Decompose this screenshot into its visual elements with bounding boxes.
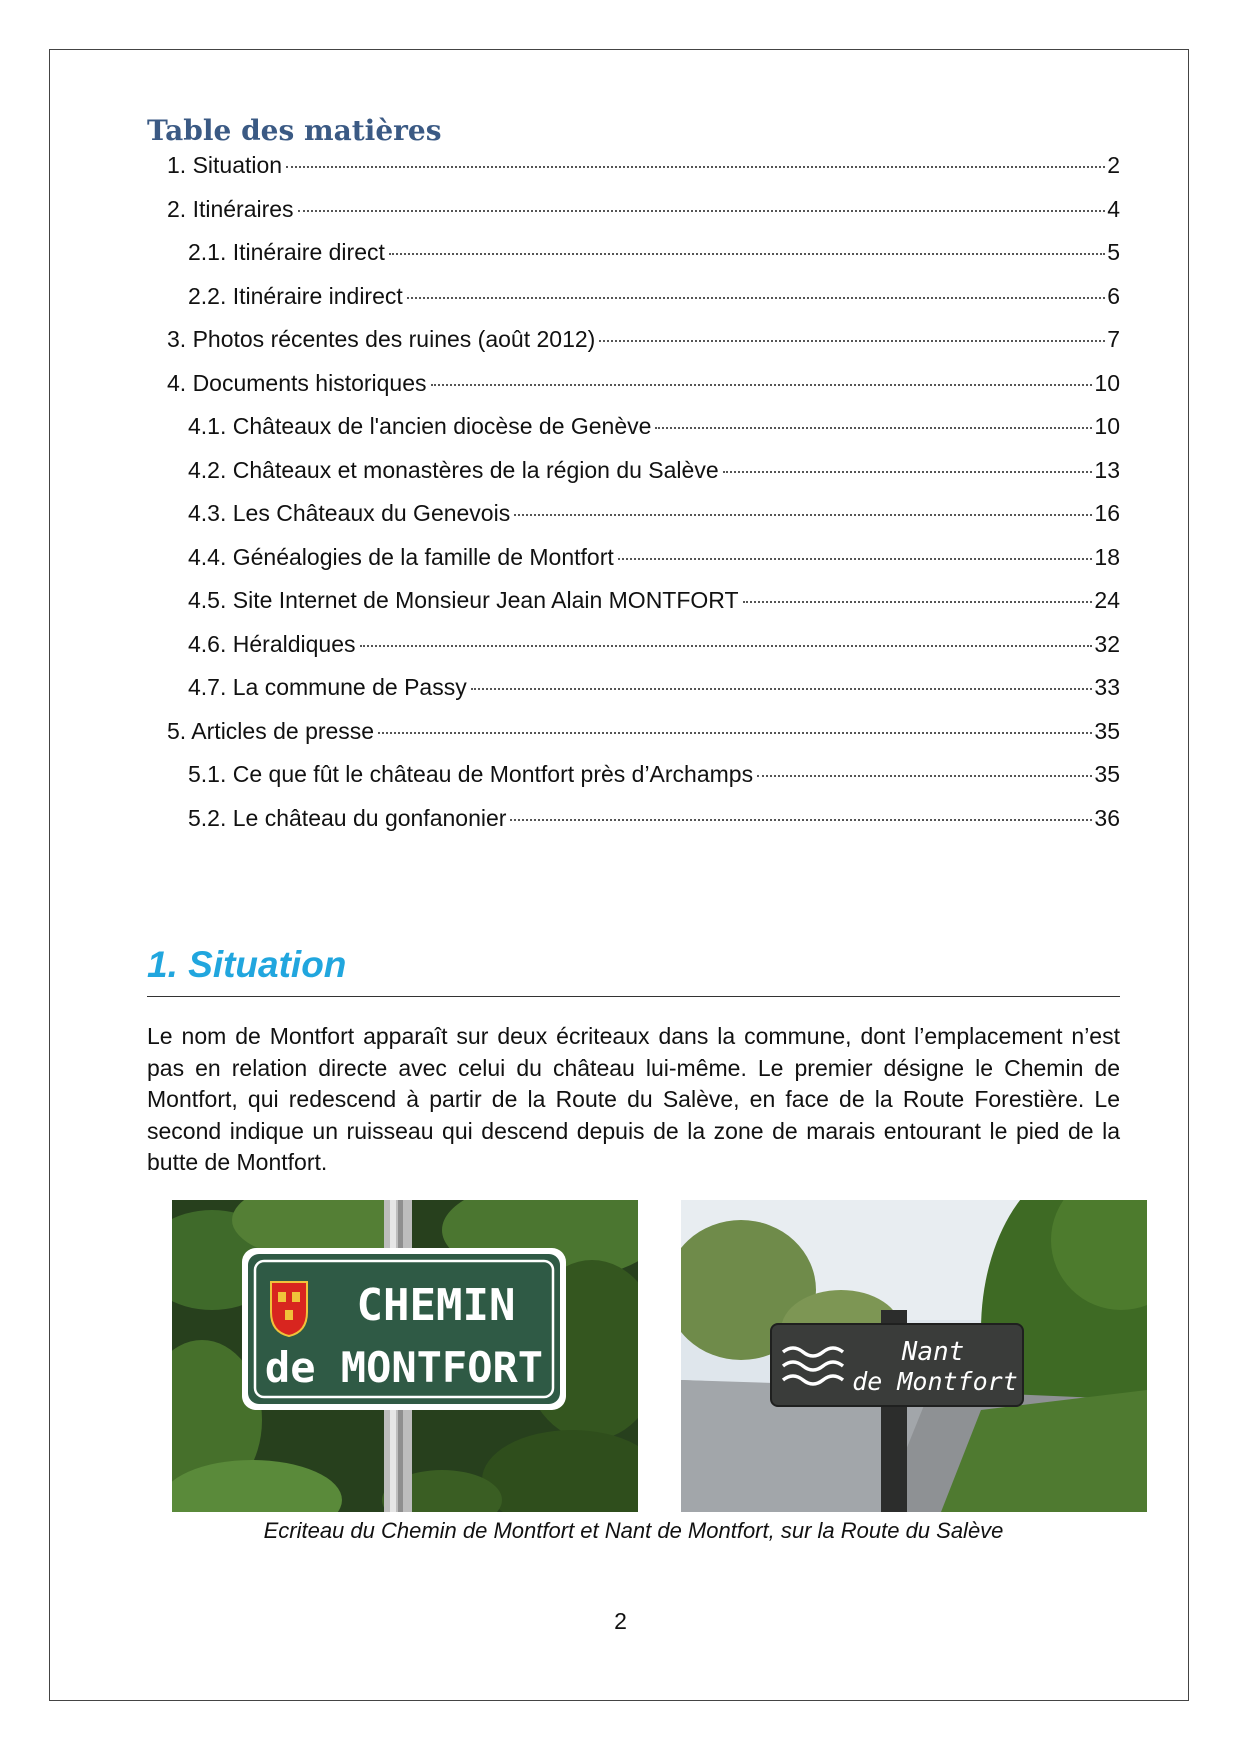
toc-leader	[655, 427, 1092, 429]
toc-entry-page: 35	[1094, 761, 1120, 787]
toc-leader	[471, 688, 1093, 690]
toc-leader	[360, 645, 1093, 647]
toc-entry[interactable]	[147, 674, 1120, 718]
toc-entry[interactable]	[147, 283, 1120, 327]
toc-entry[interactable]	[147, 326, 1120, 370]
toc-leader	[514, 514, 1092, 516]
toc-entry-label: 5.1. Ce que fût le château de Montfort près d’Archamps	[188, 761, 754, 787]
toc-entry[interactable]	[147, 544, 1120, 588]
toc-entry-page: 36	[1094, 804, 1120, 831]
toc-entry-page: 16	[1094, 500, 1120, 526]
page-number: 2	[614, 1608, 627, 1634]
photo-nant-sign	[681, 1200, 1147, 1512]
toc-entry[interactable]	[147, 805, 1120, 849]
toc-entry[interactable]	[147, 500, 1120, 544]
sign-line-1: Nant	[901, 1337, 965, 1367]
toc-entry-page: 32	[1094, 630, 1120, 657]
toc-entry-page: 6	[1107, 282, 1120, 309]
toc-entry-page: 7	[1107, 326, 1120, 352]
toc-entry-label: 1. Situation	[167, 152, 283, 178]
toc-entry-label: 4.7. La commune de Passy	[188, 674, 467, 700]
toc-leader	[743, 601, 1093, 603]
toc-entry-page: 13	[1094, 456, 1120, 483]
section-divider	[147, 996, 1120, 997]
sign-line-1: CHEMIN	[356, 1280, 516, 1331]
table-of-contents	[147, 152, 1120, 848]
toc-leader	[407, 297, 1105, 299]
toc-entry[interactable]	[147, 718, 1120, 762]
toc-entry-label: 4.4. Généalogies de la famille de Montfort	[188, 543, 614, 570]
toc-leader	[431, 384, 1093, 386]
toc-entry-label: 2. Itinéraires	[167, 195, 294, 222]
toc-entry-page: 24	[1094, 587, 1120, 613]
toc-entry-page: 5	[1107, 239, 1120, 265]
toc-entry-label: 4. Documents historiques	[167, 369, 427, 396]
toc-entry-page: 18	[1094, 543, 1120, 570]
toc-entry[interactable]	[147, 370, 1120, 414]
toc-entry-page: 35	[1094, 717, 1120, 744]
toc-entry-page: 33	[1094, 674, 1120, 700]
sign-line-2: de Montfort	[852, 1367, 1018, 1396]
toc-entry-label: 5.2. Le château du gonfanonier	[188, 804, 507, 831]
toc-leader	[599, 340, 1105, 342]
toc-entry[interactable]	[147, 152, 1120, 196]
toc-leader	[298, 210, 1106, 212]
toc-leader	[510, 819, 1092, 821]
toc-leader	[618, 558, 1093, 560]
toc-title: Table des matières	[147, 114, 442, 147]
toc-entry[interactable]	[147, 413, 1120, 457]
body-paragraph: Le nom de Montfort apparaît sur deux écriteaux dans la commune, dont l’emplacement n’est pas en relation directe avec celui du château lui-même. Le premier désigne le Chemin de Montfort, qui redescend à partir de la Route du Salève, en face de la Route Forestière. Le second indique un ruisseau qui descend depuis de la zone de marais entourant le pied de la butte de Montfort.	[147, 1023, 1120, 1175]
toc-entry-page: 10	[1094, 369, 1120, 396]
toc-entry-label: 4.3. Les Châteaux du Genevois	[188, 500, 511, 526]
toc-entry[interactable]	[147, 587, 1120, 631]
photo-caption: Ecriteau du Chemin de Montfort et Nant de Montfort, sur la Route du Salève	[263, 1518, 1004, 1543]
toc-leader	[389, 253, 1105, 255]
toc-entry[interactable]	[147, 631, 1120, 675]
toc-leader	[378, 732, 1092, 734]
toc-entry[interactable]	[147, 761, 1120, 805]
toc-entry-label: 4.1. Châteaux de l'ancien diocèse de Genève	[188, 413, 652, 439]
section-title: 1. Situation	[147, 944, 347, 985]
toc-entry[interactable]	[147, 196, 1120, 240]
toc-leader	[286, 166, 1105, 168]
toc-entry-label: 2.1. Itinéraire direct	[188, 239, 385, 265]
toc-leader	[723, 471, 1093, 473]
sign-line-2: de MONTFORT	[264, 1343, 544, 1392]
toc-entry-label: 4.2. Châteaux et monastères de la région du Salève	[188, 456, 719, 483]
toc-entry-page: 2	[1107, 152, 1120, 178]
toc-entry-label: 5. Articles de presse	[167, 717, 375, 744]
toc-entry-label: 3. Photos récentes des ruines (août 2012)	[167, 326, 596, 352]
toc-entry-label: 4.5. Site Internet de Monsieur Jean Alain MONTFORT	[188, 587, 739, 613]
toc-entry-label: 2.2. Itinéraire indirect	[188, 282, 403, 309]
toc-entry-page: 4	[1107, 195, 1120, 222]
toc-leader	[757, 775, 1092, 777]
toc-entry-label: 4.6. Héraldiques	[188, 630, 356, 657]
toc-entry[interactable]	[147, 239, 1120, 283]
photo-chemin-sign	[172, 1200, 638, 1512]
toc-entry-page: 10	[1094, 413, 1120, 439]
toc-entry[interactable]	[147, 457, 1120, 501]
